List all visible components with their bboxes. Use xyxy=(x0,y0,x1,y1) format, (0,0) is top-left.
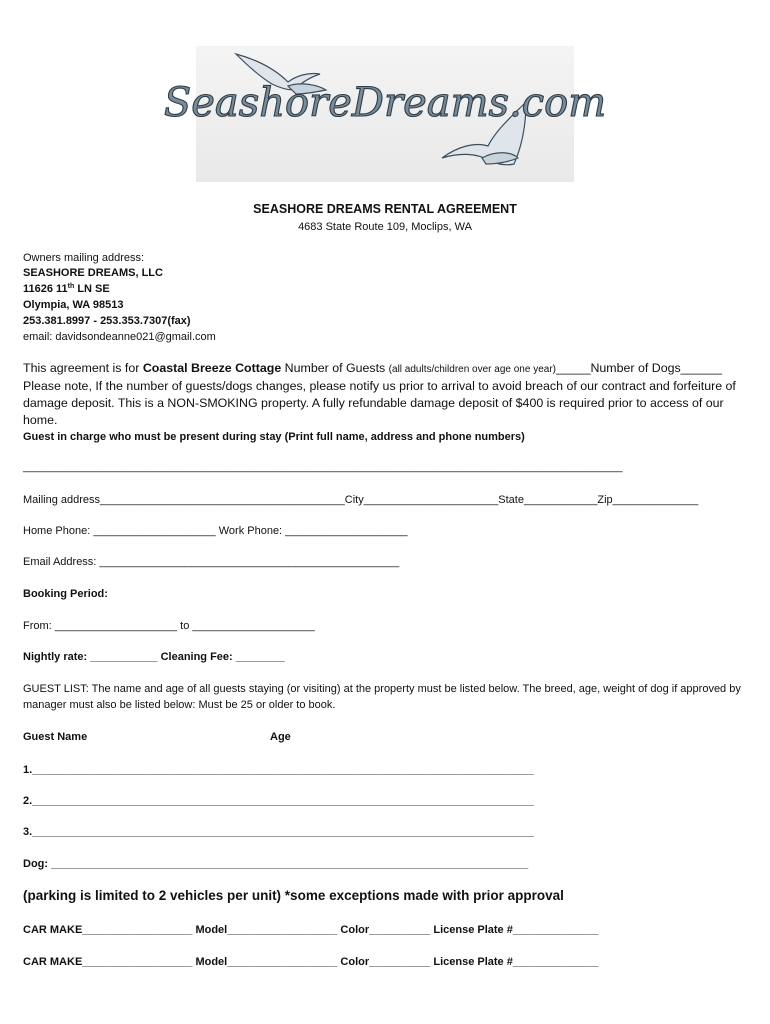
logo-text: SeashoreDreams.com xyxy=(163,80,607,126)
parking-note: (parking is limited to 2 vehicles per unit) *some exceptions made with prior approval xyxy=(23,888,564,903)
intro-text-1: This agreement is for xyxy=(23,361,143,375)
owner-name: SEASHORE DREAMS, LLC xyxy=(23,267,163,279)
guest-name-header: Guest Name xyxy=(23,731,88,743)
owner-phones: 253.381.8997 - 253.353.7307(fax) xyxy=(23,315,191,327)
age-header: Age xyxy=(270,731,291,743)
guest-name-field[interactable]: __________________________________________________________________________________________________ xyxy=(23,461,623,473)
guest-row-2[interactable]: 2.__________________________________________________________________________________ xyxy=(23,795,534,807)
owner-label: Owners mailing address: xyxy=(23,252,145,264)
seagull-logo-icon xyxy=(163,46,607,182)
owner-street xyxy=(23,282,110,296)
booking-dates-field[interactable]: From: ____________________ to ____________________ xyxy=(23,620,315,632)
mailing-address-field[interactable]: Mailing address________________________________________City______________________State____________Zip______________ xyxy=(23,494,699,506)
seashore-dreams-logo xyxy=(163,46,607,182)
phone-fields[interactable]: Home Phone: ____________________ Work Phone: ____________________ xyxy=(23,525,408,537)
agreement-notice: Please note, If the number of guests/dogs changes, please notify us prior to arrival to avoid breach of our contract and forfeiture of damage deposit. This is a NON-SMOKING property. A fully refundable damage deposit of $400 is required prior to access of our home. xyxy=(23,379,736,427)
dog-row[interactable]: Dog: ______________________________________________________________________________ xyxy=(23,858,529,870)
guests-note: (all adults/children over age one year) xyxy=(388,364,556,375)
owner-street-rest: LN SE xyxy=(74,283,110,295)
document-title: SEASHORE DREAMS RENTAL AGREEMENT xyxy=(253,202,517,216)
email-address-field[interactable]: Email Address: _________________________________________________ xyxy=(23,556,400,568)
owner-street-number: 11626 11 xyxy=(23,283,68,295)
cottage-name: Coastal Breeze Cottage xyxy=(142,361,282,375)
booking-period-label: Booking Period: xyxy=(23,588,108,600)
car-row-2[interactable]: CAR MAKE__________________ Model__________________ Color__________ License Plate #______________ xyxy=(23,956,599,968)
intro-text-3: _____Number of Dogs______ xyxy=(556,361,723,375)
agreement-intro xyxy=(23,360,751,429)
guest-list-note: GUEST LIST: The name and age of all guests staying (or visiting) at the property must be listed below. The breed, age, weight of dog if approved by manager must also be listed below: Must be 25 or older to book. xyxy=(23,683,741,711)
car-row-1[interactable]: CAR MAKE__________________ Model__________________ Color__________ License Plate #______________ xyxy=(23,924,599,936)
owner-email: email: davidsondeanne021@gmail.com xyxy=(23,331,216,343)
owner-city: Olympia, WA 98513 xyxy=(23,299,124,311)
rates-fields[interactable]: Nightly rate: ___________ Cleaning Fee: ________ xyxy=(23,651,285,663)
guest-in-charge-label: Guest in charge who must be present during stay (Print full name, address and phone numbers) xyxy=(23,431,525,443)
guest-row-1[interactable]: 1.__________________________________________________________________________________ xyxy=(23,764,534,776)
owner-street-suffix: th xyxy=(67,283,75,290)
property-address: 4683 State Route 109, Moclips, WA xyxy=(298,221,472,233)
intro-text-2: Number of Guests xyxy=(281,361,389,375)
guest-row-3[interactable]: 3.__________________________________________________________________________________ xyxy=(23,826,534,838)
